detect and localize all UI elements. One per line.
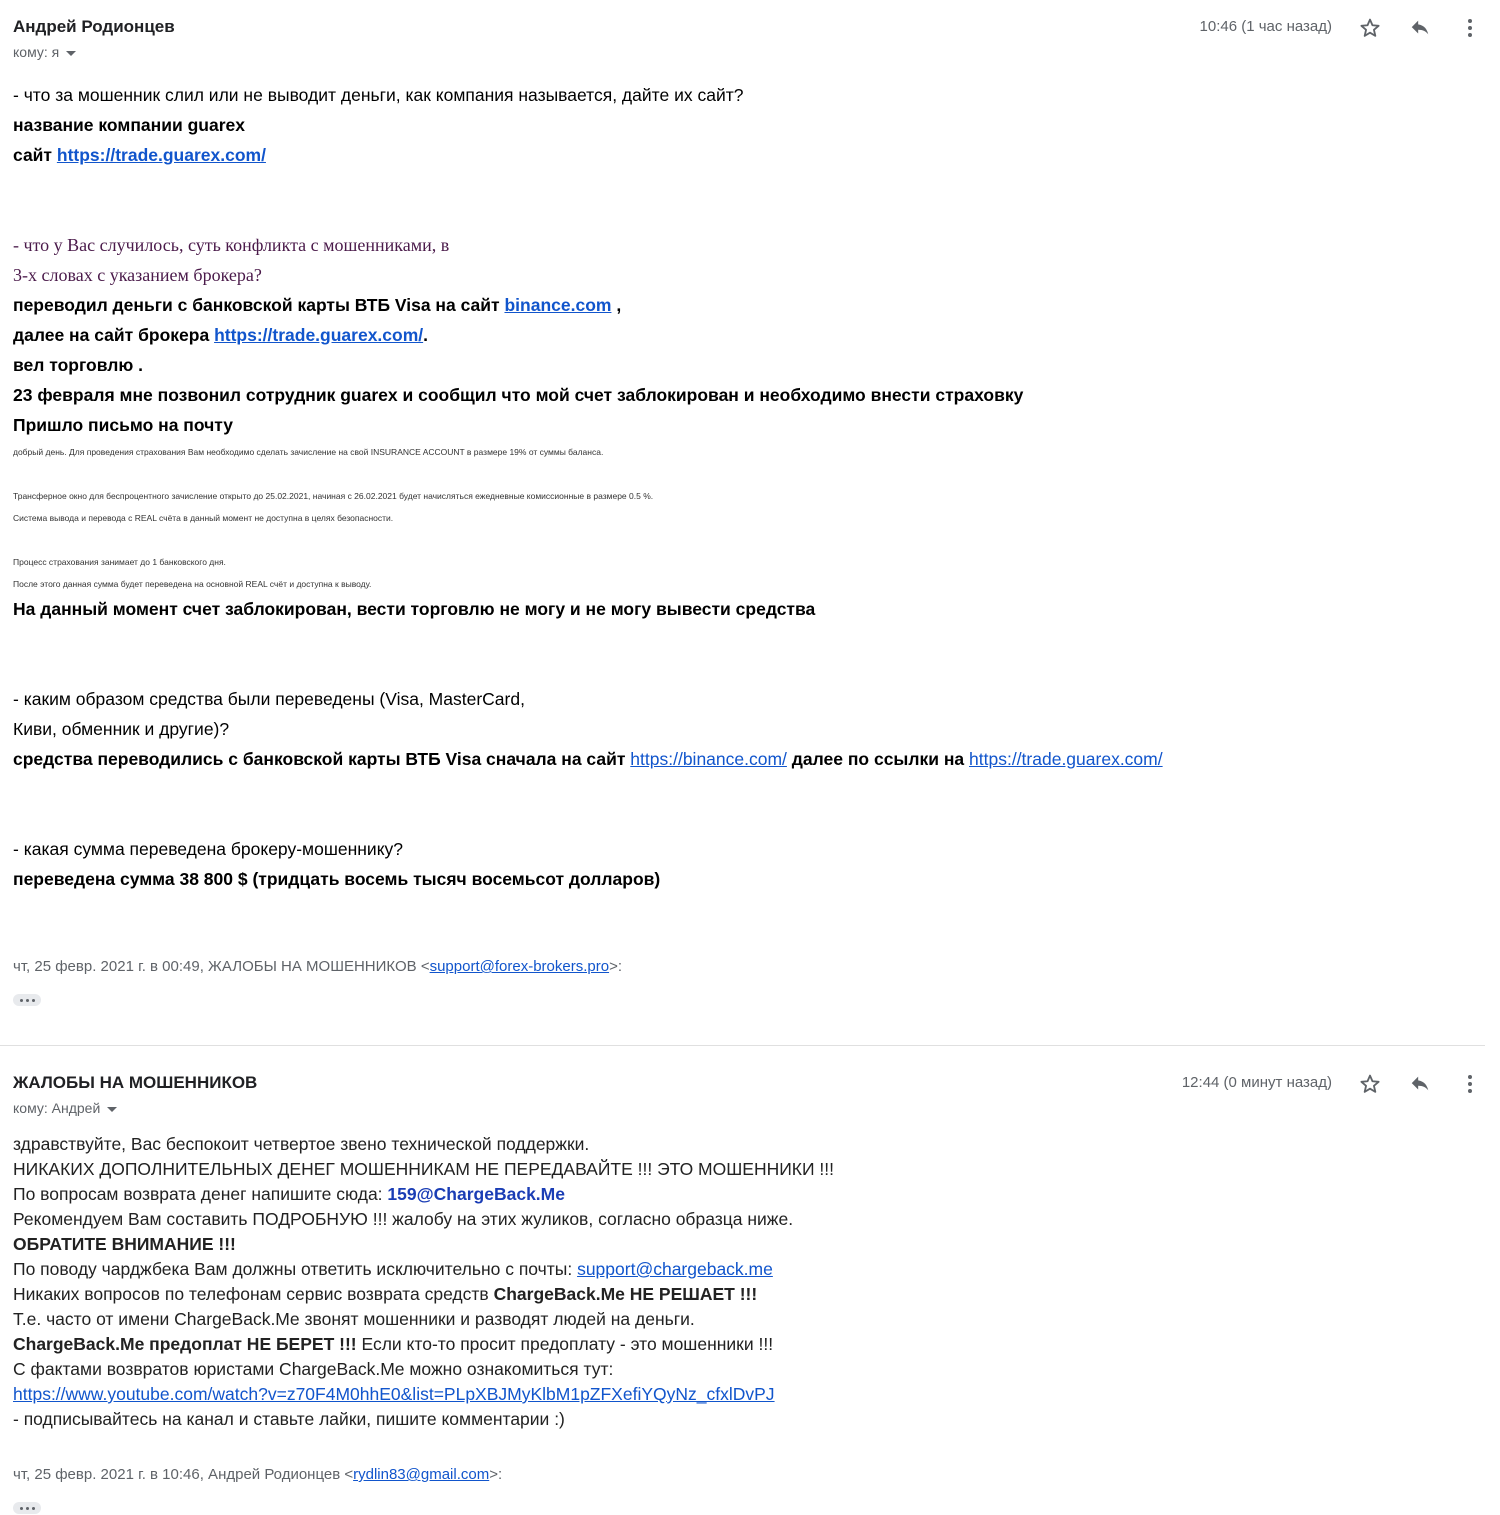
answer-text: далее по ссылки на <box>786 749 970 769</box>
star-button[interactable] <box>1356 1070 1384 1098</box>
quote-text: чт, 25 февр. 2021 г. в 10:46, Андрей Родионцев < <box>13 1466 354 1483</box>
body-line-7 <box>13 1284 757 1305</box>
company-line: название компании guarex <box>13 115 245 135</box>
body-line-9 <box>13 1334 773 1355</box>
question-4: - какая сумма переведена брокеру-мошеннику? <box>13 839 404 859</box>
body-text: Никаких вопросов по телефонам сервис возврата средств <box>13 1284 494 1304</box>
quote-text: >: <box>609 958 622 975</box>
star-button[interactable] <box>1356 14 1384 42</box>
dot <box>32 1507 35 1510</box>
quote-header <box>13 958 622 975</box>
body-line-6 <box>13 1259 773 1280</box>
youtube-link[interactable]: https://www.youtube.com/watch?v=z70F4M0hhE0&list=PLpXBJMyKlbM1pZFXefiYQyNz_cfxlDvPJ <box>13 1384 775 1404</box>
answer-text: переводил деньги с банковской карты ВТБ Visa на сайт <box>13 295 505 315</box>
body-text: Если кто-то просит предоплату - это мошенники !!! <box>356 1334 774 1354</box>
binance-link[interactable]: https://binance.com/ <box>630 749 787 769</box>
letter-text-3: Система вывода и перевода с REAL счёта в данный момент не доступна в целях безопасности. <box>13 513 394 523</box>
quote-email-link[interactable]: support@forex-brokers.pro <box>429 958 610 975</box>
recipient-label: кому: Андрей <box>13 1100 101 1116</box>
dot <box>26 1507 29 1510</box>
quote-email-link[interactable]: rydlin83@gmail.com <box>353 1466 490 1483</box>
message-time: 12:44 (0 минут назад) <box>1181 1074 1332 1091</box>
letter-text-2: Трансферное окно для беспроцентного зачисление открыто до 25.02.2021, начиная с 26.02.2021 будет начисляться ежедневные комиссионные в размере 0.5 %. <box>13 491 654 501</box>
body-line-4: Рекомендуем Вам составить ПОДРОБНУЮ !!! жалобу на этих жуликов, согласно образца ниже. <box>13 1209 794 1229</box>
body-line-5: ОБРАТИТЕ ВНИМАНИЕ !!! <box>13 1234 236 1254</box>
dot <box>20 999 23 1002</box>
broker-link[interactable]: https://trade.guarex.com/ <box>214 325 424 345</box>
message-time: 10:46 (1 час назад) <box>1199 18 1332 35</box>
blocked-line: На данный момент счет заблокирован, вести торговлю не могу и не могу вывести средства <box>13 599 816 619</box>
letter-text-5: После этого данная сумма будет переведена на основной REAL счёт и доступна к выводу. <box>13 579 372 589</box>
reply-icon <box>1408 1073 1432 1095</box>
answer-3 <box>13 749 1163 770</box>
dot <box>26 999 29 1002</box>
answer-text: далее на сайт брокера <box>13 325 215 345</box>
body-text: По поводу чарджбека Вам должны ответить исключительно с почты: <box>13 1259 578 1279</box>
answer-2-line-3: вел торговлю . <box>13 355 144 375</box>
broker-link[interactable]: https://trade.guarex.com/ <box>969 749 1163 769</box>
reply-button[interactable] <box>1406 14 1434 42</box>
answer-2-line-1 <box>13 295 621 316</box>
question-1: - что за мошенник слил или не выводит деньги, как компания называется, дайте их сайт? <box>13 85 744 105</box>
reply-button[interactable] <box>1406 1070 1434 1098</box>
body-line-12: - подписывайтесь на канал и ставьте лайки, пишите комментарии :) <box>13 1409 565 1429</box>
quote-text: >: <box>489 1466 503 1483</box>
reply-icon <box>1408 17 1432 39</box>
question-2-line-1: - что у Вас случилось, суть конфликта с мошенниками, в <box>13 235 450 255</box>
answer-text: . <box>423 325 429 345</box>
answer-text: средства переводились с банковской карты ВТБ Visa сначала на сайт <box>13 749 631 769</box>
sender-name[interactable]: ЖАЛОБЫ НА МОШЕННИКОВ <box>13 1073 258 1092</box>
body-line-3 <box>13 1184 565 1205</box>
sender-name[interactable]: Андрей Родионцев <box>13 17 175 36</box>
letter-text-1: добрый день. Для проведения страхования Вам необходимо сделать зачисление на свой INSURANCE ACCOUNT в размере 19% от суммы баланса. <box>13 447 604 457</box>
site-prefix: сайт <box>13 145 57 165</box>
site-line <box>13 145 266 166</box>
site-link[interactable]: https://trade.guarex.com/ <box>56 145 266 165</box>
show-trimmed-content-button[interactable] <box>13 1502 41 1514</box>
binance-link[interactable]: binance.com <box>504 295 612 315</box>
chevron-down-icon[interactable] <box>107 1107 117 1112</box>
body-line-1: здравствуйте, Вас беспокоит четвертое звено технической поддержки. <box>13 1134 590 1154</box>
body-line-10: С фактами возвратов юристами ChargeBack.Me можно ознакомиться тут: <box>13 1359 614 1379</box>
body-line-11 <box>13 1384 775 1405</box>
answer-4: переведена сумма 38 800 $ (тридцать восемь тысяч восемьсот долларов) <box>13 869 661 889</box>
show-trimmed-content-button[interactable] <box>13 994 41 1006</box>
question-3-line-2: Киви, обменник и другие)? <box>13 719 230 739</box>
answer-2-line-2 <box>13 325 428 346</box>
recipient-label: кому: я <box>13 44 60 60</box>
quote-header <box>13 1466 502 1483</box>
more-options-button[interactable] <box>1456 1070 1484 1098</box>
body-line-2: НИКАКИХ ДОПОЛНИТЕЛЬНЫХ ДЕНЕГ МОШЕННИКАМ НЕ ПЕРЕДАВАЙТЕ !!! ЭТО МОШЕННИКИ !!! <box>13 1159 835 1179</box>
more-options-button[interactable] <box>1456 14 1484 42</box>
letter-text-4: Процесс страхования занимает до 1 банковского дня. <box>13 557 226 567</box>
question-2-line-2: 3-х словах с указанием брокера? <box>13 265 262 285</box>
support-email-link[interactable]: support@chargeback.me <box>577 1259 773 1279</box>
chargeback-email[interactable]: 159@ChargeBack.Me <box>387 1184 565 1204</box>
chevron-down-icon[interactable] <box>66 51 76 56</box>
dot <box>32 999 35 1002</box>
body-line-8: Т.е. часто от имени ChargeBack.Me звонят мошенники и разводят людей на деньги. <box>13 1309 695 1329</box>
recipient-details[interactable] <box>13 44 76 60</box>
body-bold-text: ChargeBack.Me НЕ РЕШАЕТ !!! <box>493 1284 758 1304</box>
recipient-details[interactable] <box>13 1100 117 1116</box>
body-bold-text: ChargeBack.Me предоплат НЕ БЕРЕТ !!! <box>13 1334 357 1354</box>
body-text: По вопросам возврата денег напишите сюда: <box>13 1184 388 1204</box>
dot <box>20 1507 23 1510</box>
star-icon <box>1359 17 1381 39</box>
answer-2-line-4: 23 февраля мне позвонил сотрудник guarex и сообщил что мой счет заблокирован и необходимо внести страховку <box>13 385 1024 405</box>
message-divider <box>0 1045 1485 1046</box>
answer-2-line-5: Пришло письмо на почту <box>13 415 234 435</box>
quote-text: чт, 25 февр. 2021 г. в 00:49, ЖАЛОБЫ НА МОШЕННИКОВ < <box>13 958 430 975</box>
star-icon <box>1359 1073 1381 1095</box>
question-3-line-1: - каким образом средства были переведены (Visa, MasterCard, <box>13 689 525 709</box>
more-vert-icon <box>1467 18 1473 38</box>
answer-text: , <box>611 295 622 315</box>
more-vert-icon <box>1467 1074 1473 1094</box>
